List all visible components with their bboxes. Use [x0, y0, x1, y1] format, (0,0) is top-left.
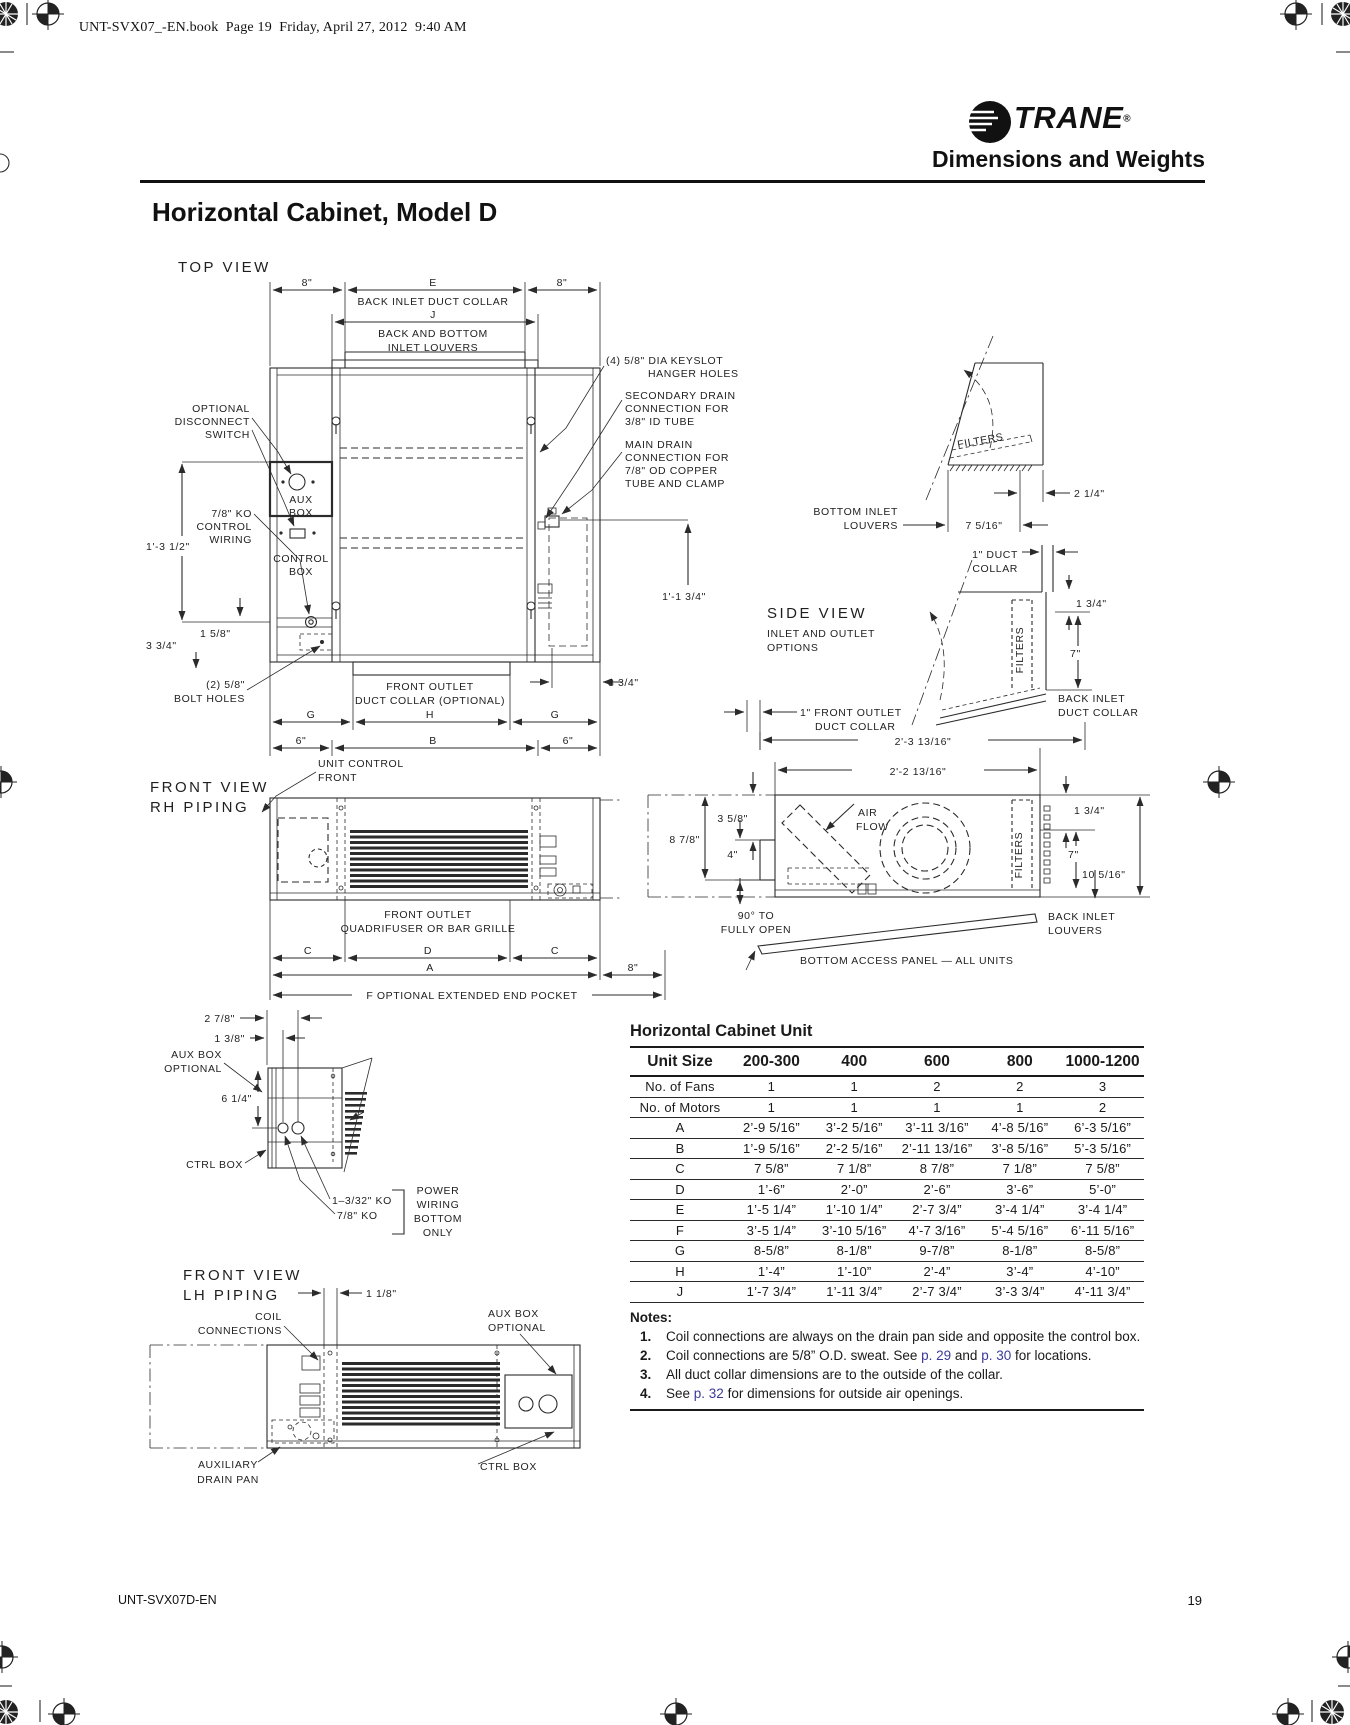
side-view-upper-diagram: [813, 336, 1104, 532]
dim-G-right: G: [550, 709, 560, 721]
dim-1-3-4-upper: 1 3/4": [1076, 598, 1107, 610]
keyslot-icon: [527, 417, 535, 434]
value-cell: 1: [896, 1097, 979, 1118]
value-cell: 7 1/8”: [978, 1159, 1061, 1180]
air-flow-label-2: FLOW: [856, 821, 889, 833]
front-outlet-collar-1in-2: DUCT COLLAR: [815, 721, 896, 733]
dim-E: E: [429, 277, 437, 289]
value-cell: 1: [730, 1097, 813, 1118]
row-label-cell: J: [630, 1282, 730, 1303]
dim-1ft-1-3-4: 1'-1 3/4": [662, 591, 706, 603]
value-cell: 2: [896, 1076, 979, 1097]
dim-D: D: [423, 945, 433, 957]
bottom-inlet-louvers-2: LOUVERS: [843, 520, 898, 532]
coil-hatch-lh: [342, 1362, 500, 1426]
value-cell: 8-5/8”: [730, 1241, 813, 1262]
control-label-1: CONTROL: [273, 553, 329, 565]
col-200-300: 200-300: [730, 1048, 813, 1076]
trane-logo-icon: [961, 101, 1011, 143]
bolt-holes-label-2: BOLT HOLES: [174, 693, 245, 705]
note-number: 4.: [640, 1385, 652, 1401]
deg-90-label-1: 90° TO: [737, 910, 775, 922]
note-number: 3.: [640, 1366, 652, 1382]
back-inlet-louvers-1: BACK INLET: [1048, 911, 1116, 923]
value-cell: 2’-0”: [813, 1179, 896, 1200]
aux-box-optional-lh-1: AUX BOX: [488, 1308, 539, 1320]
dim-8-right: 8": [556, 277, 568, 289]
control-label-2: BOX: [289, 566, 313, 578]
dim-1-1-8: 1 1/8": [366, 1288, 397, 1300]
keyslot-icon: [332, 417, 340, 434]
keyslot-holes-label-2: HANGER HOLES: [648, 368, 739, 380]
note-number: 1.: [640, 1328, 652, 1344]
value-cell: 3: [1061, 1076, 1144, 1097]
table-row: [630, 1261, 1144, 1282]
value-cell: 8-5/8”: [1061, 1241, 1144, 1262]
dim-8-left: 8": [301, 277, 313, 289]
page-link[interactable]: p. 32: [693, 1385, 724, 1401]
note-item: [630, 1365, 1144, 1384]
value-cell: 3’-4 1/4”: [978, 1200, 1061, 1221]
coil-hatch: [350, 830, 528, 888]
front-view-rh-title-1: FRONT VIEW: [150, 779, 269, 796]
duct-collar-1in-label-2: COLLAR: [972, 563, 1018, 575]
note-text: Coil connections are always on the drain pan side and opposite the control box.: [666, 1328, 1141, 1344]
dim-1-3-4-lower: 1 3/4": [1074, 805, 1105, 817]
front-view-lh-diagram: [150, 1267, 580, 1486]
end-detail-diagram: [164, 1010, 462, 1239]
front-outlet-collar-label-2: DUCT COLLAR (OPTIONAL): [354, 695, 506, 707]
trademark-mark: ®: [1123, 113, 1131, 125]
value-cell: 1: [978, 1097, 1061, 1118]
row-label-cell: B: [630, 1138, 730, 1159]
dim-2ft-2-13-16: 2'-2 13/16": [889, 766, 947, 778]
footer-page-number: 19: [1187, 1593, 1202, 1608]
table-header-row: [630, 1048, 1144, 1076]
value-cell: 2: [1061, 1097, 1144, 1118]
value-cell: 1’-10”: [813, 1261, 896, 1282]
front-view-rh-diagram: [150, 758, 665, 1002]
keyslot-icon: [527, 602, 535, 619]
bottom-access-panel-label: BOTTOM ACCESS PANEL — ALL UNITS: [800, 955, 1014, 967]
deg-90-label-2: FULLY OPEN: [720, 924, 792, 936]
filters-label-lower: FILTERS: [1013, 831, 1025, 879]
ko-7-8-label: 7/8" KO: [337, 1210, 378, 1222]
value-cell: 1’-5 1/4”: [730, 1200, 813, 1221]
value-cell: 6’-11 5/16”: [1061, 1220, 1144, 1241]
value-cell: 3’-8 5/16”: [978, 1138, 1061, 1159]
back-inlet-duct-collar-1: BACK INLET: [1058, 693, 1126, 705]
col-800: 800: [978, 1048, 1061, 1076]
row-label-cell: G: [630, 1241, 730, 1262]
dim-F-pocket: F OPTIONAL EXTENDED END POCKET: [366, 990, 578, 1002]
table-row: [630, 1118, 1144, 1139]
value-cell: 5’-4 5/16”: [978, 1220, 1061, 1241]
bottom-inlet-louvers-1: BOTTOM INLET: [813, 506, 898, 518]
note-item: [630, 1384, 1144, 1403]
front-outlet-collar-1in-1: 1" FRONT OUTLET: [800, 707, 902, 719]
value-cell: 3’-5 1/4”: [730, 1220, 813, 1241]
brand-block: [1014, 100, 1131, 136]
quadrifuser-label-1: FRONT OUTLET: [384, 909, 472, 921]
aux-box-optional-2: OPTIONAL: [164, 1063, 222, 1075]
value-cell: 1’-11 3/4”: [813, 1282, 896, 1303]
dim-1ft-3-1-2: 1'-3 1/2": [146, 541, 190, 553]
section-rule: [140, 180, 1205, 183]
value-cell: 3’-4”: [978, 1261, 1061, 1282]
dim-2-7-8: 2 7/8": [204, 1013, 235, 1025]
aux-box-lh-shape: [505, 1375, 572, 1428]
value-cell: 7 5/8”: [730, 1159, 813, 1180]
value-cell: 5’-0”: [1061, 1179, 1144, 1200]
notes-heading: Notes:: [630, 1309, 673, 1325]
front-outlet-collar-label-1: FRONT OUTLET: [386, 681, 474, 693]
value-cell: 7 1/8”: [813, 1159, 896, 1180]
aux-label-1: AUX: [289, 494, 313, 506]
louver-dots: [1044, 806, 1050, 883]
value-cell: 1’-10 1/4”: [813, 1200, 896, 1221]
front-view-lh-title-2: LH PIPING: [183, 1287, 280, 1304]
dim-H: H: [425, 709, 435, 721]
power-wiring-4: ONLY: [422, 1227, 454, 1239]
dim-7-upper: 7": [1070, 648, 1081, 660]
row-label-cell: H: [630, 1261, 730, 1282]
value-cell: 4’-10”: [1061, 1261, 1144, 1282]
louvers-label-1: BACK AND BOTTOM: [378, 328, 488, 340]
col-unit-size: Unit Size: [630, 1048, 730, 1076]
col-600: 600: [896, 1048, 979, 1076]
value-cell: 1: [813, 1076, 896, 1097]
power-wiring-3: BOTTOM: [413, 1213, 463, 1225]
value-cell: 8-1/8”: [978, 1241, 1061, 1262]
keyslot-holes-label-1: (4) 5/8" DIA KEYSLOT: [606, 355, 724, 367]
front-view-r-title-2: RH PIPING: [150, 799, 250, 816]
dim-6-1-4: 6 1/4": [221, 1093, 252, 1105]
dim-8-pocket: 8": [627, 962, 639, 974]
ko-control-wiring-3: WIRING: [209, 534, 252, 546]
table-row: [630, 1097, 1144, 1118]
aux-box-optional-lh-2: OPTIONAL: [488, 1322, 546, 1334]
table-row: [630, 1241, 1144, 1262]
dim-6-left: 6": [295, 735, 307, 747]
value-cell: 2’-2 5/16”: [813, 1138, 896, 1159]
unit-control-label-2: FRONT: [318, 772, 358, 784]
page-link[interactable]: p. 30: [981, 1347, 1012, 1363]
table-end-rule: [630, 1409, 1144, 1411]
dim-A: A: [426, 962, 434, 974]
table-row: [630, 1179, 1144, 1200]
value-cell: 2’-7 3/4”: [896, 1282, 979, 1303]
access-panel-shape: [758, 914, 1037, 954]
dim-C-left: C: [303, 945, 313, 957]
ko-1-3-32-label: 1–3/32" KO: [332, 1195, 392, 1207]
coil-connections-1: COIL: [255, 1311, 282, 1323]
power-wiring-1: POWER: [416, 1185, 460, 1197]
keyslot-icon: [332, 602, 340, 619]
value-cell: 2’-11 13/16”: [896, 1138, 979, 1159]
value-cell: 1’-7 3/4”: [730, 1282, 813, 1303]
auxiliary-drain-pan-2: DRAIN PAN: [197, 1474, 259, 1486]
table-row: [630, 1076, 1144, 1097]
notes-list: [630, 1327, 1144, 1404]
footer-document-code: UNT-SVX07D-EN: [118, 1593, 217, 1607]
filters-label-top: FILTERS: [956, 431, 1005, 451]
value-cell: 6’-3 5/16”: [1061, 1118, 1144, 1139]
power-wiring-2: WIRING: [416, 1199, 460, 1211]
auxiliary-drain-pan-1: AUXILIARY: [197, 1459, 259, 1471]
aux-label-2: BOX: [289, 507, 313, 519]
secondary-drain-label-2: CONNECTION FOR: [625, 403, 730, 415]
quadrifuser-label-2: QUADRIFUSER OR BAR GRILLE: [340, 923, 516, 935]
book-line-text: UNT-SVX07_-EN.book Page 19 Friday, April 27, 2012 9:40 AM: [78, 20, 467, 35]
row-label-cell: D: [630, 1179, 730, 1200]
row-label-cell: No. of Fans: [630, 1076, 730, 1097]
note-number: 2.: [640, 1347, 652, 1363]
coil-connections-2: CONNECTIONS: [197, 1325, 282, 1337]
col-1000-1200: 1000-1200: [1061, 1048, 1144, 1076]
side-view-title: SIDE VIEW: [767, 605, 868, 622]
table-row: [630, 1138, 1144, 1159]
value-cell: 3’-3 3/4”: [978, 1282, 1061, 1303]
main-drain-label-1: MAIN DRAIN: [625, 439, 693, 451]
value-cell: 3’-4 1/4”: [1061, 1200, 1144, 1221]
dim-1-3-8: 1 3/8": [214, 1033, 245, 1045]
value-cell: 3’-11 3/16”: [896, 1118, 979, 1139]
value-cell: 1: [730, 1076, 813, 1097]
note-text: Coil connections are 5/8” O.D. sweat. See p. 29 and p. 30 for locations.: [666, 1347, 1092, 1363]
page-title: Horizontal Cabinet, Model D: [152, 197, 498, 227]
dim-C-right: C: [550, 945, 560, 957]
dim-2ft-3-13-16: 2'-3 13/16": [894, 736, 952, 748]
notes-block: [630, 1310, 1144, 1404]
value-cell: 2’-4”: [896, 1261, 979, 1282]
main-drain-label-4: TUBE AND CLAMP: [625, 478, 726, 490]
value-cell: 3’-6”: [978, 1179, 1061, 1200]
dim-2-1-4: 2 1/4": [1074, 488, 1105, 500]
value-cell: 3’-2 5/16”: [813, 1118, 896, 1139]
secondary-drain-label-1: SECONDARY DRAIN: [625, 390, 736, 402]
value-cell: 7 5/8”: [1061, 1159, 1144, 1180]
ko-control-wiring-2: CONTROL: [196, 521, 252, 533]
value-cell: 9-7/8”: [896, 1241, 979, 1262]
value-cell: 2: [978, 1076, 1061, 1097]
value-cell: 4’-7 3/16”: [896, 1220, 979, 1241]
value-cell: 2’-7 3/4”: [896, 1200, 979, 1221]
back-inlet-duct-collar-2: DUCT COLLAR: [1058, 707, 1139, 719]
dim-10-5-16: 10 5/16": [1082, 869, 1126, 881]
note-text: See p. 32 for dimensions for outside air openings.: [666, 1385, 964, 1401]
main-drain-label-2: CONNECTION FOR: [625, 452, 730, 464]
optional-label: OPTIONAL: [192, 403, 250, 415]
disconnect-label: DISCONNECT: [174, 416, 250, 428]
table-row: [630, 1200, 1144, 1221]
value-cell: 5’-3 5/16”: [1061, 1138, 1144, 1159]
dimension-table-body: [630, 1076, 1144, 1302]
dimension-table: [630, 1048, 1144, 1303]
air-flow-label-1: AIR: [858, 807, 878, 819]
dimension-table-block: [630, 1022, 1144, 1411]
secondary-drain-label-3: 3/8" ID TUBE: [625, 416, 695, 428]
end-louver-hatch: [345, 1092, 367, 1155]
value-cell: 2’-6”: [896, 1179, 979, 1200]
filters-label-middle: FILTERS: [1014, 626, 1026, 674]
bolt-holes-label-1: (2) 5/8": [206, 679, 245, 691]
back-inlet-louvers-2: LOUVERS: [1048, 925, 1103, 937]
value-cell: 1: [813, 1097, 896, 1118]
top-view-title: TOP VIEW: [178, 259, 271, 276]
front-view-lh-title-1: FRONT VIEW: [183, 1267, 302, 1284]
switch-label: SWITCH: [204, 429, 250, 441]
dim-7-5-16: 7 5/16": [965, 520, 1003, 532]
page-link[interactable]: p. 29: [921, 1347, 952, 1363]
unit-control-box-shape: [278, 818, 328, 882]
value-cell: 1’-6”: [730, 1179, 813, 1200]
value-cell: 3’-10 5/16”: [813, 1220, 896, 1241]
row-label-cell: E: [630, 1200, 730, 1221]
note-text: All duct collar dimensions are to the outside of the collar.: [666, 1366, 1003, 1382]
value-cell: 1’-4”: [730, 1261, 813, 1282]
duct-collar-1in-label-1: 1" DUCT: [972, 549, 1018, 561]
dim-1-5-8: 1 5/8": [200, 628, 231, 640]
side-view-sub-1: INLET AND OUTLET: [767, 628, 876, 640]
dim-6-right: 6": [562, 735, 574, 747]
dim-8-7-8: 8 7/8": [669, 834, 700, 846]
dim-G-left: G: [306, 709, 316, 721]
value-cell: 8-1/8”: [813, 1241, 896, 1262]
unit-control-label-1: UNIT CONTROL: [318, 758, 404, 770]
aux-box-optional-1: AUX BOX: [171, 1049, 222, 1061]
table-row: [630, 1220, 1144, 1241]
back-inlet-duct-collar-label: BACK INLET DUCT COLLAR: [357, 296, 509, 308]
ko-control-wiring-1: 7/8" KO: [211, 508, 252, 520]
dim-3-3-4-left: 3 3/4": [146, 640, 177, 652]
section-title: Dimensions and Weights: [931, 146, 1205, 172]
top-view-diagram: [146, 259, 739, 756]
louvers-label-2: INLET LOUVERS: [387, 342, 479, 354]
row-label-cell: No. of Motors: [630, 1097, 730, 1118]
main-drain-label-3: 7/8" OD COPPER: [625, 465, 718, 477]
dim-3-3-4-right: 3 3/4": [608, 677, 639, 689]
table-row: [630, 1159, 1144, 1180]
value-cell: 4’-8 5/16”: [978, 1118, 1061, 1139]
ctrl-box-label-lh: CTRL BOX: [480, 1461, 537, 1473]
note-item: [630, 1327, 1144, 1346]
row-label-cell: A: [630, 1118, 730, 1139]
aux-drain-pan-shape: [272, 1420, 334, 1443]
dim-7-lower: 7": [1068, 849, 1079, 861]
dim-4: 4": [727, 849, 738, 861]
brand-name: TRANE: [1014, 100, 1124, 135]
ctrl-box-label-end: CTRL BOX: [186, 1159, 243, 1171]
side-view-lower-diagram: [648, 700, 1150, 970]
value-cell: 1’-9 5/16”: [730, 1138, 813, 1159]
side-view-sub-2: OPTIONS: [767, 642, 819, 654]
dim-J: J: [430, 309, 436, 321]
dim-3-5-8: 3 5/8": [717, 813, 748, 825]
table-row: [630, 1282, 1144, 1303]
note-item: [630, 1346, 1144, 1365]
document-header: [64, 4, 467, 52]
side-view-middle-diagram: [767, 545, 1139, 725]
col-400: 400: [813, 1048, 896, 1076]
value-cell: 2’-9 5/16”: [730, 1118, 813, 1139]
damper-shape: [782, 805, 870, 893]
row-label-cell: F: [630, 1220, 730, 1241]
value-cell: 4’-11 3/4”: [1061, 1282, 1144, 1303]
dim-B: B: [429, 735, 437, 747]
row-label-cell: C: [630, 1159, 730, 1180]
table-title: Horizontal Cabinet Unit: [630, 1022, 1144, 1048]
value-cell: 8 7/8”: [896, 1159, 979, 1180]
